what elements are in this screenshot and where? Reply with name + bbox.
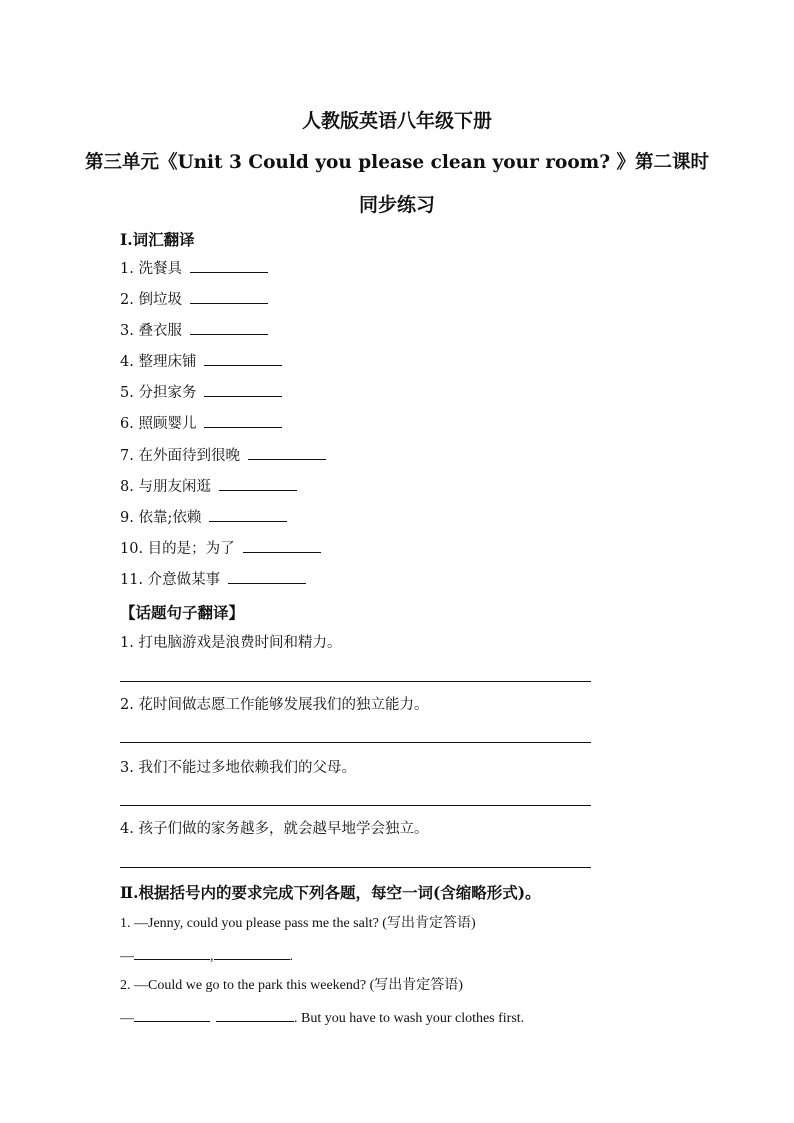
sentence-item: 4. 孩子们做的家务越多，就会越早地学会独立。 — [120, 821, 429, 837]
vocab-item: 5. 分担家务 — [120, 382, 282, 403]
vocab-item: 2. 倒垃圾 — [120, 289, 268, 310]
answer-blank[interactable] — [190, 289, 268, 304]
sentence-item: 2. 花时间做志愿工作能够发展我们的独立能力。 — [120, 697, 429, 713]
vocab-item: 8. 与朋友闲逛 — [120, 476, 297, 497]
vocab-item: 7. 在外面待到很晚 — [120, 445, 326, 466]
vocab-item: 10. 目的是；为了 — [120, 538, 321, 559]
answer-blank[interactable] — [248, 445, 326, 460]
vocab-item: 4. 整理床铺 — [120, 351, 282, 372]
section-completion-heading: Ⅱ.根据括号内的要求完成下列各题，每空一词(含缩略形式)。 — [120, 883, 541, 902]
vocab-item: 6. 照顾婴儿 — [120, 413, 282, 434]
answer-line[interactable] — [120, 805, 591, 806]
answer-blank[interactable] — [134, 1007, 210, 1022]
answer-blank[interactable] — [228, 569, 306, 584]
answer-line[interactable] — [120, 681, 591, 682]
answer-blank[interactable] — [216, 1007, 294, 1022]
answer-blank[interactable] — [134, 945, 210, 960]
doc-subtitle: 第三单元《Unit 3 Could you please clean your room? 》第二课时 — [84, 152, 710, 173]
vocab-item: 3. 叠衣服 — [120, 320, 268, 341]
answer-line[interactable] — [120, 742, 591, 743]
answer-blank[interactable] — [214, 945, 290, 960]
answer-2: — . But you have to wash your clothes first. — [120, 1007, 524, 1029]
doc-title: 人教版英语八年级下册 — [301, 110, 492, 132]
doc-subtitle-2: 同步练习 — [358, 194, 435, 216]
answer-blank[interactable] — [219, 476, 297, 491]
answer-blank[interactable] — [204, 413, 282, 428]
answer-blank[interactable] — [204, 382, 282, 397]
answer-blank[interactable] — [204, 351, 282, 366]
vocab-item: 9. 依靠;依赖 — [120, 507, 287, 528]
answer-blank[interactable] — [190, 320, 268, 335]
answer-1: — , . — [120, 945, 293, 967]
answer-blank[interactable] — [243, 538, 321, 553]
question-1: 1. —Jenny, could you please pass me the salt? (写出肯定答语) — [120, 916, 476, 931]
section-vocab-heading: Ⅰ.词汇翻译 — [120, 230, 195, 249]
answer-line[interactable] — [120, 867, 591, 868]
sentence-item: 3. 我们不能过多地依赖我们的父母。 — [120, 760, 356, 776]
question-2: 2. —Could we go to the park this weekend? (写出肯定答语) — [120, 978, 463, 993]
sentence-item: 1. 打电脑游戏是浪费时间和精力。 — [120, 635, 342, 651]
vocab-item: 1. 洗餐具 — [120, 258, 268, 279]
section-sentence-heading: 【话题句子翻译】 — [120, 603, 245, 622]
answer-blank[interactable] — [209, 507, 287, 522]
answer-blank[interactable] — [190, 258, 268, 273]
vocab-item: 11. 介意做某事 — [120, 569, 306, 590]
